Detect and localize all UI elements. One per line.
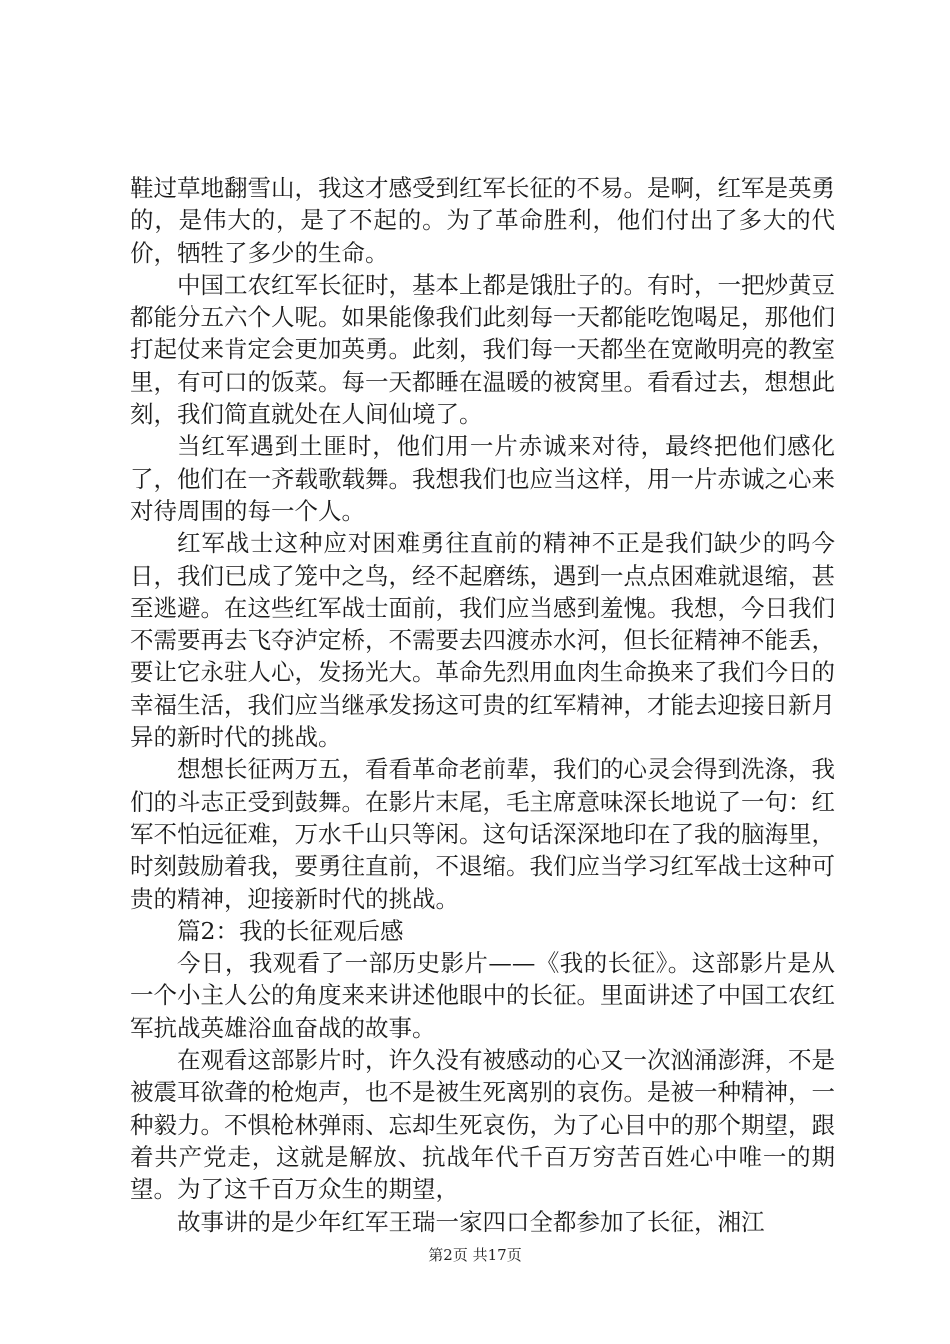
paragraph-3: 当红军遇到土匪时，他们用一片赤诚来对待，最终把他们感化了，他们在一齐载歌载舞。我想我们也应当这样，用一片赤诚之心来对待周围的每一个人。 <box>130 432 835 525</box>
paragraph-4: 红军战士这种应对困难勇往直前的精神不正是我们缺少的吗今日，我们已成了笼中之鸟，经不起磨练，遇到一点点困难就退缩，甚至逃避。在这些红军战士面前，我们应当感到羞愧。我想，今日我们不需要再去飞夺泸定桥，不需要去四渡赤水河，但长征精神不能丢，要让它永驻人心，发扬光大。革命先烈用血肉生命换来了我们今日的幸福生活，我们应当继承发扬这可贵的红军精神，才能去迎接日新月异的新时代的挑战。 <box>130 529 835 752</box>
paragraph-5: 想想长征两万五，看看革命老前辈，我们的心灵会得到洗涤，我们的斗志正受到鼓舞。在影片末尾，毛主席意味深长地说了一句：红军不怕远征难，万水千山只等闲。这句话深深地印在了我的脑海里，时刻鼓励着我，要勇往直前，不退缩。我们应当学习红军战士这种可贵的精神，迎接新时代的挑战。 <box>130 755 835 913</box>
page-number-label: 第2页 共17页 <box>428 1246 522 1264</box>
page-footer <box>0 1244 950 1265</box>
section-heading: 篇2：我的长征观后感 <box>177 916 404 945</box>
paragraph-6: 今日，我观看了一部历史影片——《我的长征》。这部影片是从一个小主人公的角度来来讲述他眼中的长征。里面讲述了中国工农红军抗战英雄浴血奋战的故事。 <box>130 949 835 1042</box>
paragraph-1: 鞋过草地翻雪山，我这才感受到红军长征的不易。是啊，红军是英勇的，是伟大的，是了不起的。为了革命胜利，他们付出了多大的代价，牺牲了多少的生命。 <box>130 174 835 267</box>
document-body <box>130 172 835 1238</box>
paragraph-8: 故事讲的是少年红军王瑞一家四口全都参加了长征，湘江 <box>177 1207 765 1236</box>
paragraph-2: 中国工农红军长征时，基本上都是饿肚子的。有时，一把炒黄豆都能分五六个人呢。如果能像我们此刻每一天都能吃饱喝足，那他们打起仗来肯定会更加英勇。此刻，我们每一天都坐在宽敞明亮的教室里，有可口的饭菜。每一天都睡在温暖的被窝里。看看过去，想想此刻，我们简直就处在人间仙境了。 <box>130 270 835 429</box>
paragraph-7: 在观看这部影片时，许久没有被感动的心又一次汹涌澎湃，不是被震耳欲聋的枪炮声，也不是被生死离别的哀伤。是被一种精神，一种毅力。不惧枪林弹雨、忘却生死哀伤，为了心目中的那个期望，跟着共产党走，这就是解放、抗战年代千百万穷苦百姓心中唯一的期望。为了这千百万众生的期望， <box>130 1046 835 1204</box>
